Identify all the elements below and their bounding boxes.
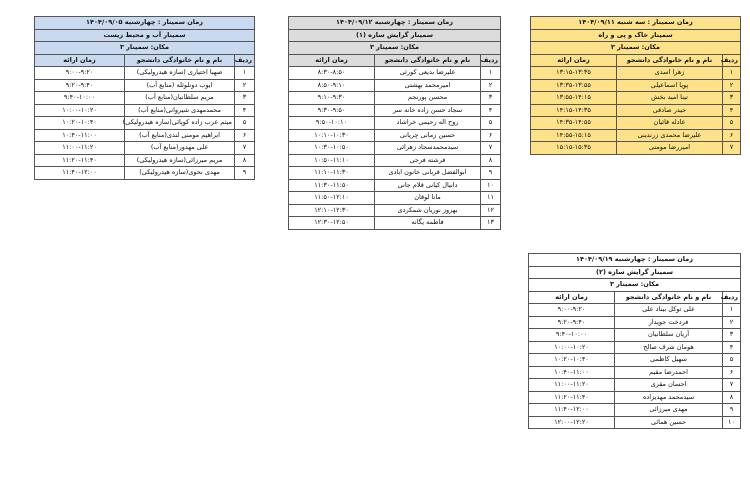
table-row bbox=[35, 142, 255, 155]
row-number: ۱ bbox=[235, 67, 255, 80]
student-name: محمدمهدی شیروانی(منابع آب) bbox=[125, 104, 235, 117]
presentation-time: ۱۰:۲۰-۱۰:۴۰ bbox=[529, 354, 615, 367]
student-name: علی توکل بیناد علی bbox=[615, 304, 723, 317]
seminar-title: سمینار گرایش سازه (۱) bbox=[289, 29, 501, 42]
student-name: دانیال کیانی قلام جانی bbox=[375, 179, 481, 192]
student-name: حیدر صادقی bbox=[617, 104, 723, 117]
table-row bbox=[35, 92, 255, 105]
student-name: سهیل کاظمی bbox=[615, 354, 723, 367]
student-name: فاطمه یگانه bbox=[375, 217, 481, 230]
student-name: مهدی میرزائی bbox=[615, 404, 723, 417]
presentation-time: ۱۴:۱۵-۱۴:۳۵ bbox=[531, 104, 617, 117]
presentation-time: ۱۳:۵۵-۱۴:۱۵ bbox=[531, 92, 617, 105]
presentation-time: ۱۴:۵۵-۱۵:۱۵ bbox=[531, 129, 617, 142]
presentation-time: ۱۱:۳۰-۱۱:۵۰ bbox=[289, 179, 375, 192]
table-row bbox=[529, 404, 741, 417]
row-number: ۴ bbox=[723, 104, 741, 117]
presentation-time: ۱۳:۱۵-۱۳:۳۵ bbox=[531, 67, 617, 80]
presentation-time: ۹:۴۰-۱۰:۰۰ bbox=[35, 92, 125, 105]
row-number: ۱ bbox=[723, 67, 741, 80]
student-name: فرشته فرجی bbox=[375, 154, 481, 167]
row-number: ۳ bbox=[481, 92, 501, 105]
table-row bbox=[289, 204, 501, 217]
seminar-location: مکان: سمینار ۳ bbox=[529, 279, 741, 292]
student-name: مریم میرزائی(سازه هیدرولیکی) bbox=[125, 154, 235, 167]
student-name: علی مهدور(منابع آب) bbox=[125, 142, 235, 155]
student-name: حسین همائی bbox=[615, 416, 723, 429]
presentation-time: ۱۱:۲۰-۱۱:۴۰ bbox=[529, 391, 615, 404]
schedule-table-structure-2 bbox=[528, 253, 741, 429]
presentation-time: ۹:۳۰-۹:۵۰ bbox=[289, 104, 375, 117]
column-header-time: زمان ارائه bbox=[531, 54, 617, 67]
row-number: ۱۲ bbox=[481, 204, 501, 217]
table-row bbox=[289, 79, 501, 92]
row-number: ۶ bbox=[723, 129, 741, 142]
student-name: امیرمحمد بهشتی bbox=[375, 79, 481, 92]
column-header-name: نام و نام خانوادگی دانشجو bbox=[375, 54, 481, 67]
table-row bbox=[35, 104, 255, 117]
presentation-time: ۹:۱۰-۹:۳۰ bbox=[289, 92, 375, 105]
presentation-time: ۱۲:۱۰-۱۲:۳۰ bbox=[289, 204, 375, 217]
seminar-title: سمینار گرایش سازه (۲) bbox=[529, 266, 741, 279]
presentation-time: ۹:۵۰-۱۰:۱۰ bbox=[289, 117, 375, 130]
session-datetime: زمان سمینار : سه شنبه ۱۴۰۴/۰۹/۱۱ bbox=[531, 17, 741, 30]
student-name: ایوب دونلوئله (منابع آب) bbox=[125, 79, 235, 92]
row-number: ۵ bbox=[235, 117, 255, 130]
presentation-time: ۱۰:۳۰-۱۰:۵۰ bbox=[289, 142, 375, 155]
table-row bbox=[289, 167, 501, 180]
row-number: ۹ bbox=[723, 404, 741, 417]
presentation-time: ۱۰:۴۰-۱۱:۰۰ bbox=[529, 366, 615, 379]
row-number: ۹ bbox=[235, 167, 255, 180]
presentation-time: ۸:۳۰-۸:۵۰ bbox=[289, 67, 375, 80]
row-number: ۱۳ bbox=[481, 217, 501, 230]
table-row bbox=[289, 142, 501, 155]
table-row bbox=[531, 92, 741, 105]
presentation-time: ۱۰:۰۰-۱۰:۲۰ bbox=[529, 341, 615, 354]
student-name: فردخت جویدار bbox=[615, 316, 723, 329]
table-row bbox=[35, 167, 255, 180]
student-name: احسان مقری bbox=[615, 379, 723, 392]
student-name: علیرضا بدیعی کورئی bbox=[375, 67, 481, 80]
seminar-location: مکان: سمینار ۳ bbox=[35, 42, 255, 55]
presentation-time: ۱۰:۰۰-۱۰:۲۰ bbox=[35, 104, 125, 117]
row-number: ۲ bbox=[723, 79, 741, 92]
student-name: عادله قائیان bbox=[617, 117, 723, 130]
presentation-time: ۹:۰۰-۹:۲۰ bbox=[529, 304, 615, 317]
table-row bbox=[289, 92, 501, 105]
column-header-time: زمان ارائه bbox=[35, 54, 125, 67]
row-number: ۲ bbox=[481, 79, 501, 92]
table-row bbox=[289, 117, 501, 130]
row-number: ۴ bbox=[723, 341, 741, 354]
column-header-time: زمان ارائه bbox=[529, 291, 615, 304]
row-number: ۳ bbox=[235, 92, 255, 105]
column-header-time: زمان ارائه bbox=[289, 54, 375, 67]
table-row bbox=[289, 179, 501, 192]
row-number: ۲ bbox=[723, 316, 741, 329]
table-row bbox=[529, 329, 741, 342]
schedule-table-water-environment bbox=[34, 16, 255, 180]
student-name: محسن پورنجم bbox=[375, 92, 481, 105]
student-name: حسین زمانی چریانی bbox=[375, 129, 481, 142]
presentation-time: ۱۰:۱۰-۱۰:۳۰ bbox=[289, 129, 375, 142]
row-number: ۱۰ bbox=[723, 416, 741, 429]
student-name: میثم عرب زاده کوپائی(سازه هیدرولیکی) bbox=[125, 117, 235, 130]
row-number: ۱۰ bbox=[481, 179, 501, 192]
column-header-row: ردیف bbox=[235, 54, 255, 67]
table-row bbox=[529, 354, 741, 367]
row-number: ۴ bbox=[235, 104, 255, 117]
presentation-time: ۱۵:۱۵-۱۵:۳۵ bbox=[531, 142, 617, 155]
row-number: ۸ bbox=[481, 154, 501, 167]
table-row bbox=[289, 217, 501, 230]
column-header-row: ردیف bbox=[723, 54, 741, 67]
table-row bbox=[529, 366, 741, 379]
table-row bbox=[529, 316, 741, 329]
presentation-time: ۱۲:۰۰-۱۲:۲۰ bbox=[529, 416, 615, 429]
presentation-time: ۱۱:۰۰-۱۱:۲۰ bbox=[529, 379, 615, 392]
row-number: ۳ bbox=[723, 329, 741, 342]
session-datetime: زمان سمینار : چهارشنبه ۱۴۰۴/۰۹/۰۵ bbox=[35, 17, 255, 30]
row-number: ۱ bbox=[481, 67, 501, 80]
presentation-time: ۱۰:۲۰-۱۰:۴۰ bbox=[35, 117, 125, 130]
table-row bbox=[289, 104, 501, 117]
student-name: ابراهیم مومنی لندی(منابع آب) bbox=[125, 129, 235, 142]
row-number: ۷ bbox=[723, 379, 741, 392]
row-number: ۱۱ bbox=[481, 192, 501, 205]
seminar-location: مکان: سمینار ۳ bbox=[289, 42, 501, 55]
seminar-title: سمینار خاک و پی و راه bbox=[531, 29, 741, 42]
student-name: صهبا اختیاری (سازه هیدرولیکی) bbox=[125, 67, 235, 80]
row-number: ۶ bbox=[723, 366, 741, 379]
row-number: ۵ bbox=[481, 117, 501, 130]
table-row bbox=[289, 192, 501, 205]
row-number: ۷ bbox=[235, 142, 255, 155]
table-row bbox=[529, 304, 741, 317]
presentation-time: ۹:۲۰-۹:۴۰ bbox=[529, 316, 615, 329]
table-row bbox=[531, 129, 741, 142]
table-row bbox=[289, 67, 501, 80]
row-number: ۹ bbox=[481, 167, 501, 180]
schedule-table-structure-1 bbox=[288, 16, 501, 230]
table-row bbox=[529, 416, 741, 429]
presentation-time: ۹:۰۰-۹:۲۰ bbox=[35, 67, 125, 80]
column-header-row: ردیف bbox=[481, 54, 501, 67]
student-name: ابوالفضل قربانی خانون ابادی bbox=[375, 167, 481, 180]
table-row bbox=[531, 117, 741, 130]
presentation-time: ۱۱:۵۰-۱۲:۱۰ bbox=[289, 192, 375, 205]
table-row bbox=[35, 129, 255, 142]
table-row bbox=[531, 104, 741, 117]
table-row bbox=[531, 142, 741, 155]
student-name: مریم سلطانیان(منابع آب) bbox=[125, 92, 235, 105]
row-number: ۸ bbox=[235, 154, 255, 167]
student-name: مانا لوقان bbox=[375, 192, 481, 205]
table-row bbox=[529, 379, 741, 392]
presentation-time: ۹:۴۰-۱۰:۰۰ bbox=[529, 329, 615, 342]
presentation-time: ۱۴:۳۵-۱۴:۵۵ bbox=[531, 117, 617, 130]
student-name: امیررضا مومنی bbox=[617, 142, 723, 155]
table-row bbox=[35, 154, 255, 167]
student-name: آریان سلطانیان bbox=[615, 329, 723, 342]
presentation-time: ۱۱:۲۰-۱۱:۴۰ bbox=[35, 154, 125, 167]
table-row bbox=[531, 67, 741, 80]
table-row bbox=[35, 79, 255, 92]
presentation-time: ۸:۵۰-۹:۱۰ bbox=[289, 79, 375, 92]
student-name: تینا امید بخش bbox=[617, 92, 723, 105]
student-name: مهدی نحوی(سازه هیدرولیکی) bbox=[125, 167, 235, 180]
student-name: سجاد حسن زاده خانه سر bbox=[375, 104, 481, 117]
column-header-name: نام و نام خانوادگی دانشجو bbox=[615, 291, 723, 304]
presentation-time: ۹:۲۰-۹:۴۰ bbox=[35, 79, 125, 92]
table-row bbox=[35, 117, 255, 130]
row-number: ۶ bbox=[481, 129, 501, 142]
student-name: پویا اسماعیلی bbox=[617, 79, 723, 92]
seminar-title: سمینار آب و محیط زیست bbox=[35, 29, 255, 42]
student-name: زهرا اسدی bbox=[617, 67, 723, 80]
presentation-time: ۱۱:۰۰-۱۱:۲۰ bbox=[35, 142, 125, 155]
table-row bbox=[529, 391, 741, 404]
student-name: احمدرضا مقیم bbox=[615, 366, 723, 379]
table-row bbox=[289, 129, 501, 142]
presentation-time: ۱۰:۴۰-۱۱:۰۰ bbox=[35, 129, 125, 142]
session-datetime: زمان سمینار : چهارشنبه ۱۴۰۴/۰۹/۱۲ bbox=[289, 17, 501, 30]
column-header-row: ردیف bbox=[723, 291, 741, 304]
row-number: ۵ bbox=[723, 117, 741, 130]
presentation-time: ۱۱:۱۰-۱۱:۳۰ bbox=[289, 167, 375, 180]
student-name: هومان شرف صالح bbox=[615, 341, 723, 354]
table-row bbox=[531, 79, 741, 92]
presentation-time: ۱۰:۵۰-۱۱:۱۰ bbox=[289, 154, 375, 167]
row-number: ۷ bbox=[723, 142, 741, 155]
row-number: ۳ bbox=[723, 92, 741, 105]
student-name: سیدمحمد مهدیزاده bbox=[615, 391, 723, 404]
row-number: ۶ bbox=[235, 129, 255, 142]
row-number: ۸ bbox=[723, 391, 741, 404]
row-number: ۷ bbox=[481, 142, 501, 155]
row-number: ۴ bbox=[481, 104, 501, 117]
row-number: ۵ bbox=[723, 354, 741, 367]
row-number: ۱ bbox=[723, 304, 741, 317]
row-number: ۲ bbox=[235, 79, 255, 92]
presentation-time: ۱۲:۳۰-۱۲:۵۰ bbox=[289, 217, 375, 230]
student-name: روح اله رحیمی خراشاد bbox=[375, 117, 481, 130]
student-name: علیرضا محمدی زرندینی bbox=[617, 129, 723, 142]
table-row bbox=[529, 341, 741, 354]
session-datetime: زمان سمینار : چهارشنبه ۱۴۰۴/۰۹/۱۹ bbox=[529, 254, 741, 267]
presentation-time: ۱۳:۳۵-۱۳:۵۵ bbox=[531, 79, 617, 92]
presentation-time: ۱۱:۴۰-۱۲:۰۰ bbox=[35, 167, 125, 180]
column-header-name: نام و نام خانوادگی دانشجو bbox=[125, 54, 235, 67]
table-row bbox=[289, 154, 501, 167]
column-header-name: نام و نام خانوادگی دانشجو bbox=[617, 54, 723, 67]
presentation-time: ۱۱:۴۰-۱۲:۰۰ bbox=[529, 404, 615, 417]
student-name: بهروز نوریان شمکردی bbox=[375, 204, 481, 217]
schedule-table-soil-foundation-road bbox=[530, 16, 741, 155]
table-row bbox=[35, 67, 255, 80]
seminar-location: مکان: سمینار ۳ bbox=[531, 42, 741, 55]
student-name: سیدمحمدسجاد زهرائی bbox=[375, 142, 481, 155]
